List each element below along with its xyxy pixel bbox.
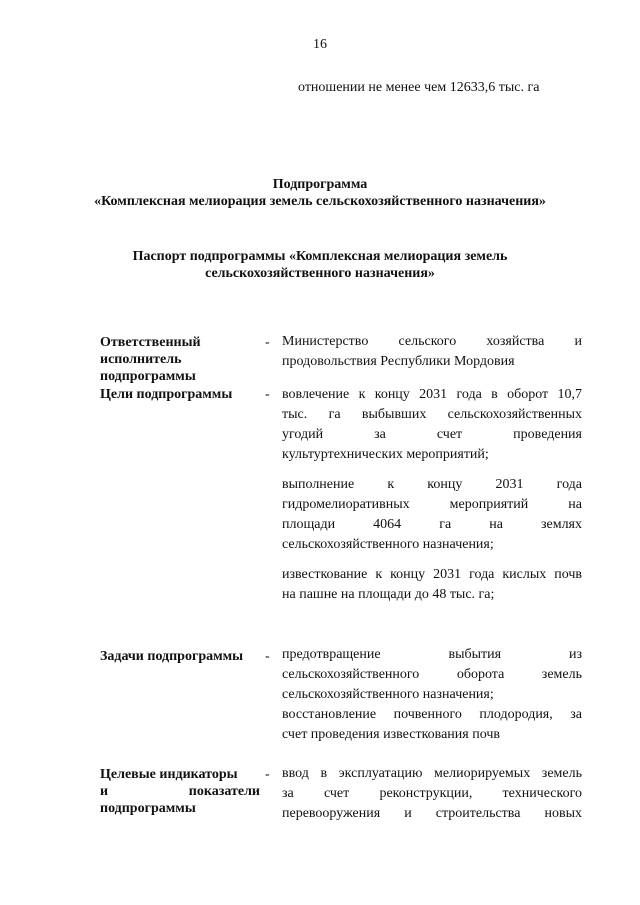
value-line: счет проведения известкования почв [282, 727, 500, 742]
row-dash: - [265, 387, 270, 402]
subprogram-title: Подпрограмма [272, 177, 368, 192]
value-line: сельскохозяйственного назначения; [282, 537, 494, 552]
value-line: вовлечение к концу 2031 года в оборот 10,7 [282, 387, 582, 402]
subprogram-name: «Комплексная мелиорация земель сельскохозяйственного назначения» [94, 194, 546, 209]
row-value [282, 332, 582, 372]
row-label [100, 334, 260, 385]
row-dash: - [265, 767, 270, 782]
row-label [100, 648, 260, 665]
label-line: Цели подпрограммы [100, 387, 233, 402]
value-line: за счет реконструкции, технического [282, 786, 582, 801]
row-value [282, 645, 582, 745]
label-line: подпрограммы [100, 369, 196, 384]
value-line: восстановление почвенного плодородия, за [282, 707, 582, 722]
row-dash: - [265, 335, 270, 350]
label-line: исполнитель [100, 352, 182, 367]
value-line: выполнение к концу 2031 года [282, 477, 582, 492]
label-line [100, 766, 260, 783]
row-value [282, 764, 582, 824]
row-dash: - [265, 649, 270, 664]
label-line: подпрограммы [100, 801, 196, 816]
value-line: сельскохозяйственного назначения; [282, 687, 494, 702]
label-word: показатели [188, 784, 260, 799]
value-line: тыс. га выбывших сельскохозяйственных [282, 407, 582, 422]
value-line: сельскохозяйственного оборота земель [282, 667, 582, 682]
page-number: 16 [313, 37, 327, 52]
value-line: продовольствия Республики Мордовия [282, 354, 515, 369]
row-label [100, 386, 260, 403]
row-value [282, 385, 582, 605]
label-word: и [100, 784, 109, 799]
value-line: ввод в эксплуатацию мелиорируемых земель [282, 766, 582, 781]
continuation-line: отношении не менее чем 12633,6 тыс. га [298, 80, 540, 95]
value-line: культуртехнических мероприятий; [282, 447, 489, 462]
label-line [100, 783, 260, 800]
passport-title-line2: сельскохозяйственного назначения» [205, 266, 435, 281]
row-label [100, 766, 260, 817]
value-line: перевооружения и строительства новых [282, 806, 582, 821]
value-line: гидромелиоративных мероприятий на [282, 497, 582, 512]
value-line: угодий за счет проведения [282, 427, 582, 442]
value-line: на пашне на площади до 48 тыс. га; [282, 587, 495, 602]
label-word: Целевые индикаторы [100, 767, 238, 782]
label-line: Ответственный [100, 335, 201, 350]
passport-title-line1: Паспорт подпрограммы «Комплексная мелиорация земель [132, 249, 508, 264]
label-line: Задачи подпрограммы [100, 649, 244, 664]
value-line: площади 4064 га на землях [282, 517, 582, 532]
value-line: Министерство сельского хозяйства и [282, 334, 582, 349]
value-line: известкование к концу 2031 года кислых почв [282, 567, 582, 582]
value-line: предотвращение выбытия из [282, 647, 582, 662]
